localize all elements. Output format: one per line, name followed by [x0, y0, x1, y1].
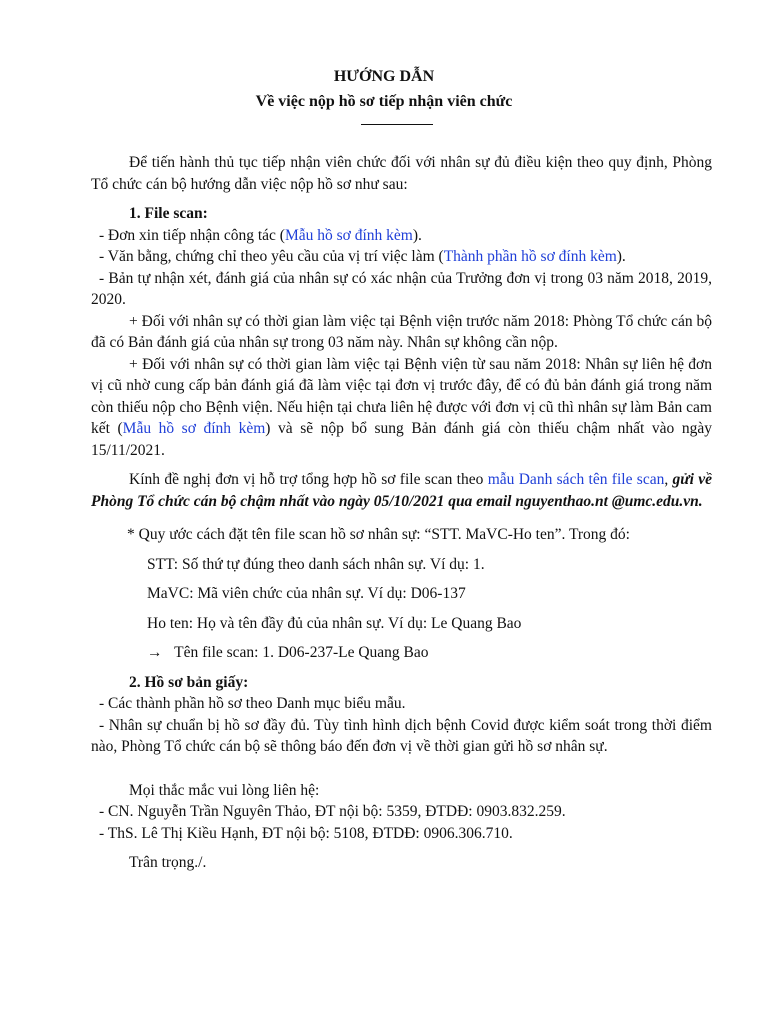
closing: Trân trọng./.	[129, 854, 207, 871]
plus2-text: + Đối với nhân sự có thời gian làm việc tại Bệnh viện từ sau năm 2018: Nhân sự liên hệ đơn vị cũ nhờ cung cấp bản đánh giá đã làm việc tại đơn vị trước đây, để có đủ bản đánh giá trong năm còn thiếu nộp cho Bệnh viện. Nếu hiện tại chưa liên hệ được với đơn vị cũ thì nhân sự làm Bản cam kết (	[91, 355, 712, 437]
intro-paragraph: Để tiến hành thủ tục tiếp nhận viên chức đối với nhân sự đủ điều kiện theo quy định, Phòng Tổ chức cán bộ hướng dẫn việc nộp hồ sơ như sau:	[91, 154, 712, 193]
section1-item1	[91, 225, 712, 247]
title-underline	[361, 124, 433, 125]
item-text: - Văn bằng, chứng chỉ theo yêu cầu của vị trí việc làm (	[99, 248, 444, 265]
plus2-tail: ) và sẽ nộp bổ sung Bản đánh giá còn thiếu chậm nhất vào ngày 15/11/2021.	[91, 420, 712, 459]
components-link[interactable]: Thành phần hồ sơ đính kèm	[443, 248, 617, 265]
section2-heading: 2. Hồ sơ bản giấy:	[129, 673, 249, 691]
contact-person-1: - CN. Nguyễn Trần Nguyên Thảo, ĐT nội bộ: 5359, ĐTDĐ: 0903.832.259.	[99, 803, 566, 820]
request-deadline: gửi về Phòng Tổ chức cán bộ chậm nhất vào ngày 05/10/2021 qua email nguyenthao.nt @umc.edu.vn.	[91, 471, 712, 510]
commitment-form-link[interactable]: Mẫu hồ sơ đính kèm	[122, 420, 266, 437]
section1-item2	[91, 246, 712, 268]
arrow-icon: →	[147, 644, 163, 661]
section1-plus1: + Đối với nhân sự có thời gian làm việc tại Bệnh viện trước năm 2018: Phòng Tổ chức cán bộ đã có Bản đánh giá của nhân sự trong 03 năm này. Nhân sự không cần nộp.	[91, 312, 712, 351]
example-text: Tên file scan: 1. D06-237-Le Quang Bao	[174, 644, 429, 661]
item-text: - Đơn xin tiếp nhận công tác (	[99, 226, 285, 244]
document-title: HƯỚNG DẪN	[333, 68, 435, 85]
naming-example	[91, 642, 712, 664]
document-subtitle: Về việc nộp hồ sơ tiếp nhận viên chức	[255, 93, 513, 110]
file-list-template-link[interactable]: mẫu Danh sách tên file scan	[487, 471, 665, 488]
contact-intro: Mọi thắc mắc vui lòng liên hệ:	[129, 781, 320, 799]
document-body	[91, 152, 712, 874]
naming-rule: * Quy ước cách đặt tên file scan hồ sơ nhân sự: “STT. MaVC-Ho ten”. Trong đó:	[127, 526, 630, 543]
request-paragraph	[91, 469, 712, 512]
section1-plus2	[91, 354, 712, 462]
naming-mavc: MaVC: Mã viên chức của nhân sự. Ví dụ: D06-137	[147, 585, 466, 602]
request-comma: ,	[664, 471, 669, 488]
naming-hoten: Ho ten: Họ và tên đầy đủ của nhân sự. Ví dụ: Le Quang Bao	[147, 614, 522, 632]
request-text: Kính đề nghị đơn vị hỗ trợ tổng hợp hồ sơ file scan theo	[129, 471, 488, 488]
item-tail: ).	[412, 226, 422, 244]
naming-stt: STT: Số thứ tự đúng theo danh sách nhân sự. Ví dụ: 1.	[147, 555, 485, 573]
form-link[interactable]: Mẫu hồ sơ đính kèm	[284, 226, 413, 244]
contact-person-2: - ThS. Lê Thị Kiều Hạnh, ĐT nội bộ: 5108, ĐTDĐ: 0906.306.710.	[99, 824, 513, 842]
section1-item3: - Bản tự nhận xét, đánh giá của nhân sự có xác nhận của Trưởng đơn vị trong 03 năm 2018, 2019, 2020.	[91, 269, 712, 308]
section2-item2: - Nhân sự chuẩn bị hồ sơ đầy đủ. Tùy tình hình dịch bệnh Covid được kiểm soát trong thời điểm nào, Phòng Tổ chức cán bộ sẽ thông báo đến đơn vị về thời gian gửi hồ sơ nhân sự.	[91, 716, 712, 755]
section2-item1: - Các thành phần hồ sơ theo Danh mục biểu mẫu.	[99, 695, 406, 712]
item-tail: ).	[616, 248, 626, 265]
section1-heading: 1. File scan:	[129, 205, 208, 222]
